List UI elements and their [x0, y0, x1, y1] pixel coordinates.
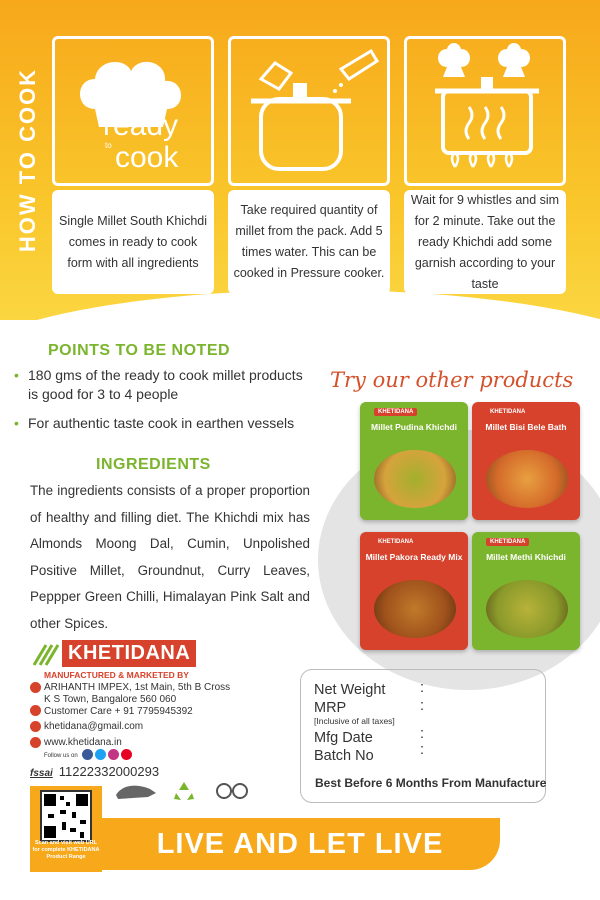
point-item: • 180 gms of the ready to cook millet products is good for 3 to 4 people — [14, 366, 314, 404]
product-pack-bisi-bele-bath: KHETIDANA Millet Bisi Bele Bath — [472, 402, 580, 520]
khetidana-logo: KHETIDANA — [30, 640, 196, 667]
address-line-1: ARIHANTH IMPEX, 1st Main, 5th B Cross — [44, 682, 231, 693]
product-pack-methi: KHETIDANA Millet Methi Khichdi — [472, 532, 580, 650]
swachh-bharat-icon — [214, 778, 250, 804]
instagram-icon — [108, 749, 119, 760]
ingredients-text: The ingredients consists of a proper proportion of healthy and filling diet. The Khichdi mix has Almonds Moong Dal, Cumin, Unpolished Positive Millet, Groundnut, Curry Leaves, Peppper Green Chilli, Himalayan Pink Salt and other Spices. — [30, 483, 310, 631]
make-in-india-icon — [112, 778, 160, 804]
pinterest-icon — [121, 749, 132, 760]
points-title: POINTS TO BE NOTED — [48, 342, 231, 359]
product-name: Millet Methi Khichdi — [486, 552, 566, 562]
ready-to-cook-icon — [52, 36, 214, 186]
phone-icon — [30, 705, 41, 716]
mfg-date-label: Mfg Date — [314, 730, 373, 746]
wheat-icon — [30, 641, 62, 667]
qr-code — [40, 790, 92, 842]
qr-caption: Scan and visit web URL for complete KHETIDANA Product Range — [32, 840, 100, 860]
website-icon — [30, 737, 41, 748]
location-icon — [30, 682, 41, 693]
to-word: to — [105, 141, 112, 150]
step-1-text: Single Millet South Khichdi comes in ready to cook form with all ingredients — [52, 190, 214, 294]
product-name: Millet Pakora Ready Mix — [365, 552, 463, 562]
product-pack-pudina: KHETIDANA Millet Pudina Khichdi — [360, 402, 468, 520]
point-item: • For authentic taste cook in earthen vessels — [14, 414, 314, 433]
cooking-pot-icon — [404, 36, 566, 186]
email: khetidana@gmail.com — [44, 721, 144, 732]
ingredients-title: INGREDIENTS — [96, 456, 211, 473]
facebook-icon — [82, 749, 93, 760]
product-pack-pakora: KHETIDANA Millet Pakora Ready Mix — [360, 532, 468, 650]
package-back-panel: HOW TO COOK ready to cook Single Millet South Khichdi comes in ready to cook form with all ingredients Take required quantity of millet from the pack. Add 5 times water. This can be cooked in Pressure cooker. Wait for 9 whistles and sim for 2 minute. Take out the ready Khichdi add some garnish according to your taste POINTS TO BE NOTED • 180 gms of the ready to cook millet products is good for 3 to 4 people • For authentic taste cook in earthen vessels INGREDIENTS The ingredients consists of a proper proportion of healthy and filling diet. The Khichdi mix has Almonds Moong Dal, Cumin, Unpolished Positive Millet, Groundnut, Curry Leaves, Peppper Green Chilli, Himalayan Pink Salt and other Spices. Try our other products KHETIDANA Millet Pudina Khichdi KHETIDANA Millet Bisi Bele Bath KHETIDANA Millet Pakora Ready Mix KHETIDANA Millet Methi Khichdi KHETIDANA MANUFACTURED & MARKETED BY ARIHANTH IMPEX, 1st Main, 5th B Cross K S Town, Bangalore 560 060 Customer Care + 91 7795945392 khetidana@gmail.com www.khetidana.in Follow us on fssai 11222332000293 Scan and visit web URL for complete KHETIDANA Product Range Net Weight : MRP : [Inclusive of all taxes] Mfg Date : Batch No : Best Before 6 Months From Manufacture LIVE AND LET LIVE — [0, 0, 600, 900]
step-3-text: Wait for 9 whistles and sim for 2 minute. Take out the ready Khichdi add some garnish according to your taste — [404, 190, 566, 294]
slogan: LIVE AND LET LIVE — [156, 827, 444, 860]
mrp-label: MRP — [314, 700, 347, 716]
follow-us-label: Follow us on — [44, 753, 78, 759]
best-before: Best Before 6 Months From Manufacture — [315, 776, 547, 790]
website: www.khetidana.in — [44, 737, 122, 748]
fssai-license: fssai 11222332000293 — [30, 764, 160, 779]
step-2-text: Take required quantity of millet from the pack. Add 5 times water. This can be cooked in Pressure cooker. — [228, 190, 390, 294]
product-name: Millet Bisi Bele Bath — [485, 422, 567, 432]
slogan-band — [100, 818, 500, 870]
twitter-icon — [95, 749, 106, 760]
ready-word: ready — [103, 109, 179, 142]
mfg-title: MANUFACTURED & MARKETED BY — [44, 670, 189, 680]
customer-care: Customer Care + 91 7795945392 — [44, 706, 193, 717]
recycle-icon — [172, 778, 196, 804]
product-name: Millet Pudina Khichdi — [371, 422, 457, 432]
email-icon — [30, 721, 41, 732]
address-line-2: K S Town, Bangalore 560 060 — [44, 694, 177, 705]
cook-word: cook — [115, 141, 179, 174]
net-weight-label: Net Weight — [314, 682, 386, 698]
try-other-products-title: Try our other products — [330, 368, 574, 392]
mrp-note: [Inclusive of all taxes] — [314, 716, 395, 726]
pressure-cooker-icon — [228, 36, 390, 186]
batch-no-label: Batch No — [314, 748, 374, 764]
how-to-cook-title: HOW TO COOK — [15, 67, 40, 253]
